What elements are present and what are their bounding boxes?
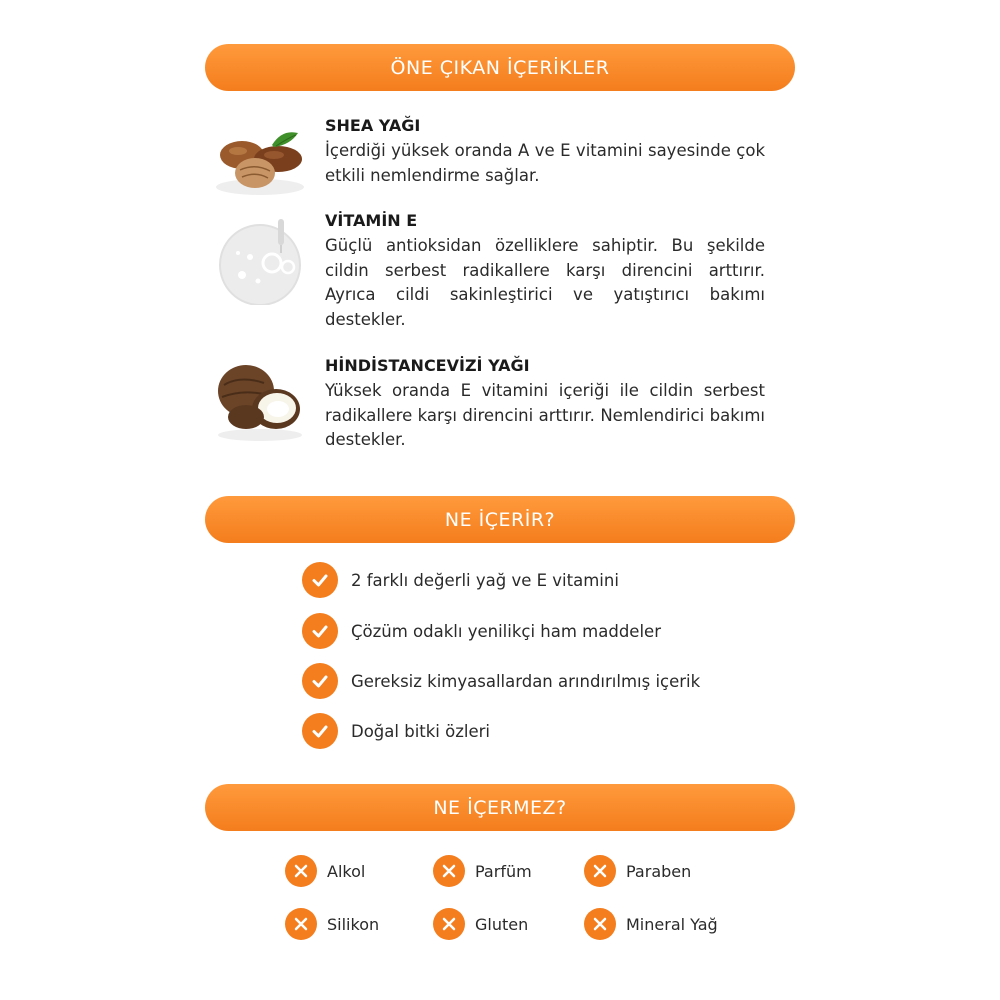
excluded-item [584, 855, 691, 887]
ingredient-title: VİTAMİN E [325, 211, 418, 230]
coconut-icon [210, 355, 310, 445]
shea-nut-icon [210, 115, 310, 205]
cross-icon [285, 855, 317, 887]
excludes-title: NE İÇERMEZ? [433, 796, 567, 819]
check-icon [302, 562, 338, 598]
excluded-item-text: Gluten [475, 914, 529, 934]
excluded-item [433, 908, 528, 940]
excluded-item-text: Paraben [626, 861, 692, 881]
excluded-item-text: Mineral Yağ [626, 914, 718, 934]
excluded-item [285, 855, 365, 887]
contains-item-text: Doğal bitki özleri [351, 721, 490, 741]
list-item [302, 713, 490, 749]
cross-icon [433, 855, 465, 887]
ingredient-description: İçerdiği yüksek oranda A ve E vitamini sayesinde çok etkili nemlendirme sağlar. [325, 141, 765, 185]
featured-ingredients-header [205, 44, 795, 91]
ingredient-title: SHEA YAĞI [325, 116, 421, 135]
list-item [302, 562, 619, 598]
cross-icon [584, 908, 616, 940]
contains-header [205, 496, 795, 543]
ingredient-description: Yüksek oranda E vitamini içeriği ile cildin serbest radikallere karşı direncini arttırır. Nemlendirici bakımı destekler. [325, 381, 765, 449]
check-icon [302, 713, 338, 749]
excluded-item-text: Silikon [327, 914, 380, 934]
ingredient-title: HİNDİSTANCEVİZİ YAĞI [325, 356, 530, 375]
ingredient-description: Güçlü antioksidan özelliklere sahiptir. Bu şekilde cildin serbest radikallere karşı direncini arttırır. Ayrıca cildi sakinleştirici ve yatıştırıcı bakımı destekler. [325, 236, 765, 329]
check-icon [302, 613, 338, 649]
excluded-item-text: Parfüm [475, 861, 532, 881]
featured-ingredients-title: ÖNE ÇIKAN İÇERİKLER [390, 56, 610, 79]
cross-icon [285, 908, 317, 940]
contains-item-text: 2 farklı değerli yağ ve E vitamini [351, 570, 619, 590]
cross-icon [433, 908, 465, 940]
check-icon [302, 663, 338, 699]
excluded-item [584, 908, 718, 940]
list-item [302, 613, 661, 649]
serum-drop-icon [210, 215, 310, 305]
excludes-header [205, 784, 795, 831]
contains-item-text: Çözüm odaklı yenilikçi ham maddeler [351, 621, 661, 641]
list-item [302, 663, 700, 699]
excluded-item [433, 855, 532, 887]
contains-item-text: Gereksiz kimyasallardan arındırılmış içerik [351, 671, 701, 691]
cross-icon [584, 855, 616, 887]
contains-title: NE İÇERİR? [444, 508, 556, 531]
excluded-item-text: Alkol [327, 861, 366, 881]
excluded-item [285, 908, 379, 940]
